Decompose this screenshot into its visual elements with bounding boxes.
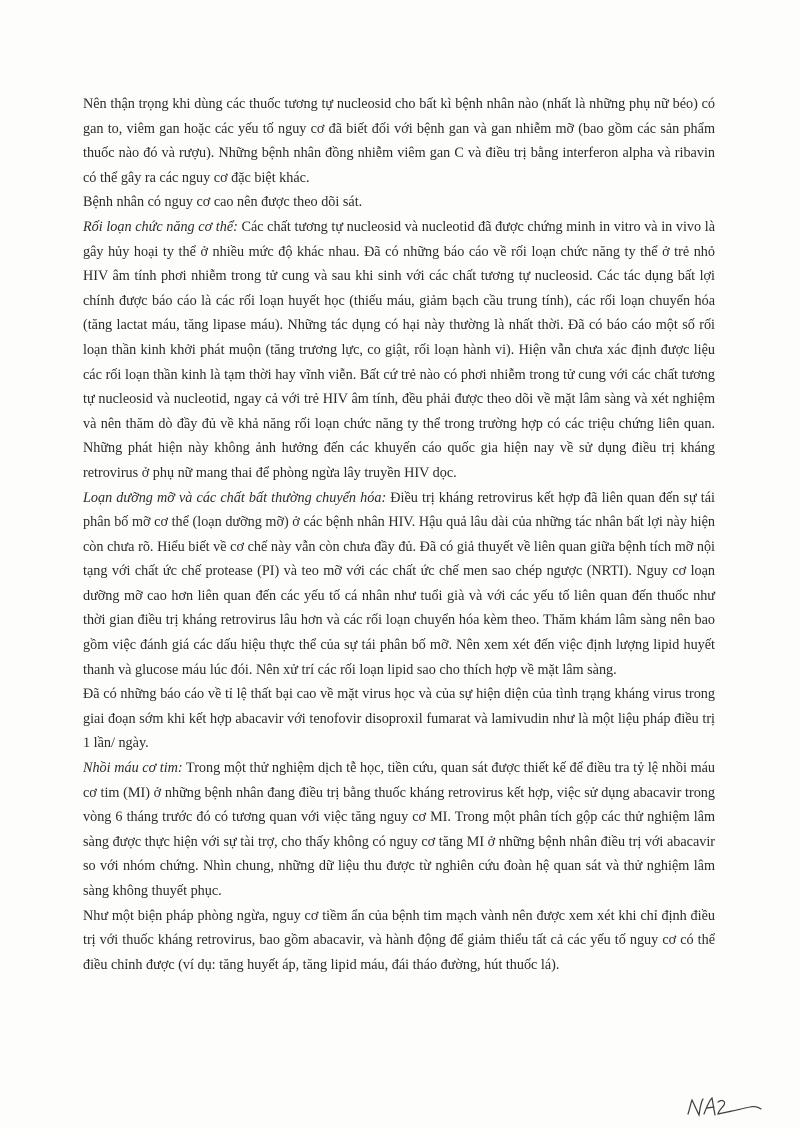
paragraph-loan-duong-mo (83, 486, 715, 683)
paragraph-text: Các chất tương tự nucleosid và nucleotid đã được chứng minh in vitro và in vivo là gây hủy hoại ty thể ở nhiều mức độ khác nhau. Đã có những báo cáo về rối loạn chức năng ty thể ở trẻ nhỏ HIV âm tính phơi nhiễm trong tử cung và sau khi sinh với các chất tương tự nucleosid. Các tác dụng bất lợi chính được báo cáo là các rối loạn huyết học (thiếu máu, giảm bạch cầu trung tính), các rối loạn chuyển hóa (tăng lactat máu, tăng lipase máu). Những tác dụng có hại này thường là nhất thời. Đã có báo cáo một số rối loạn thần kinh khởi phát muộn (tăng trương lực, co giật, rối loạn hành vi). Hiện vẫn chưa xác định được liệu các rối loạn thần kinh là tạm thời hay vĩnh viễn. Bất cứ trẻ nào có phơi nhiễm trong tử cung với các chất tương tự nucleosid và nucleotid, ngay cả với trẻ HIV âm tính, đều phải được theo dõi về mặt lâm sàng và xét nghiệm và nên thăm dò đầy đủ về khả năng rối loạn chức năng ty thể trong trường hợp có các triệu chứng liên quan. Những phát hiện này không ảnh hưởng đến các khuyến cáo quốc gia hiện nay về sử dụng điều trị kháng retrovirus ở phụ nữ mang thai để phòng ngừa lây truyền HIV dọc. (83, 218, 715, 481)
document-body (83, 92, 715, 977)
paragraph-text: Như một biện pháp phòng ngừa, nguy cơ tiềm ẩn của bệnh tim mạch vành nên được xem xét khi chỉ định điều trị với thuốc kháng retrovirus, bao gồm abacavir, và hành động để giảm thiểu tất cả các yếu tố nguy cơ có thể điều chỉnh được (ví dụ: tăng huyết áp, tăng lipid máu, đái tháo đường, hút thuốc lá). (83, 907, 715, 973)
paragraph-text: Đã có những báo cáo về tỉ lệ thất bại cao về mặt virus học và của sự hiện diện của tình trạng kháng virus trong giai đoạn sớm khi kết hợp abacavir với tenofovir disoproxil fumarat và lamivudin như là một liệu pháp điều trị 1 lần/ ngày. (83, 686, 715, 752)
paragraph-text: Bệnh nhân có nguy cơ cao nên được theo dõi sát. (83, 194, 363, 211)
handwritten-signature (684, 1094, 764, 1120)
section-heading-roi-loan-chuc-nang: Rối loạn chức năng cơ thể: (83, 218, 238, 235)
paragraph-text: Điều trị kháng retrovirus kết hợp đã liên quan đến sự tái phân bố mỡ cơ thể (loạn dưỡng mỡ) ở các bệnh nhân HIV. Hậu quả lâu dài của những tác nhân bất lợi này hiện còn chưa rõ. Hiểu biết về cơ chế này vẫn còn chưa đầy đủ. Đã có giả thuyết về liên quan giữa bệnh tích mỡ nội tạng với chất ức chế protease (PI) và teo mỡ với các chất ức chế men sao chép ngược (NRTI). Nguy cơ loạn dưỡng mỡ cao hơn liên quan đến các yếu tố cá nhân như tuổi già và với các yếu tố liên quan đến thuốc như thời gian điều trị kháng retrovirus lâu hơn và các rối loạn chuyển hóa kèm theo. Thăm khám lâm sàng nên bao gồm việc đánh giá các dấu hiệu thực thể của sự tái phân bố mỡ. Nên xem xét đến việc định lượng lipid huyết thanh và glucose máu lúc đói. Nên xử trí các rối loạn lipid sao cho thích hợp về mặt lâm sàng. (83, 489, 715, 678)
paragraph-text: Nên thận trọng khi dùng các thuốc tương tự nucleosid cho bất kì bệnh nhân nào (nhất là những phụ nữ béo) có gan to, viêm gan hoặc các yếu tố nguy cơ đã biết đối với bệnh gan và gan nhiễm mỡ (bao gồm các sản phẩm thuốc nào đó và rượu). Những bệnh nhân đồng nhiễm viêm gan C và điều trị bằng interferon alpha và ribavin có thể gây ra các nguy cơ đặc biệt khác. (83, 96, 715, 186)
paragraph-gan-nhiem-mo (83, 92, 715, 190)
paragraph-text: Trong một thử nghiệm dịch tễ học, tiền cứu, quan sát được thiết kế để điều tra tỷ lệ nhồi máu cơ tim (MI) ở những bệnh nhân đang điều trị bằng thuốc kháng retrovirus kết hợp, việc sử dụng abacavir trong vòng 6 tháng trước đó có tương quan với việc tăng nguy cơ MI. Trong một phân tích gộp các thử nghiệm lâm sàng được thực hiện với sự tài trợ, cho thấy không có nguy cơ tăng MI ở những bệnh nhân điều trị với abacavir so với nhóm chứng. Nhìn chung, những dữ liệu thu được từ nghiên cứu đoàn hệ quan sát và thử nghiệm lâm sàng không thuyết phục. (83, 760, 716, 899)
section-heading-loan-duong-mo: Loạn dưỡng mỡ và các chất bất thường chuyển hóa: (83, 489, 387, 506)
paragraph-that-bai-virus (83, 682, 715, 756)
section-heading-nhoi-mau-co-tim: Nhồi máu cơ tim: (83, 760, 183, 777)
paragraph-nhoi-mau-co-tim (83, 756, 715, 904)
paragraph-theo-doi (83, 190, 715, 215)
paragraph-roi-loan-chuc-nang (83, 215, 715, 486)
paragraph-phong-ngua (83, 904, 715, 978)
